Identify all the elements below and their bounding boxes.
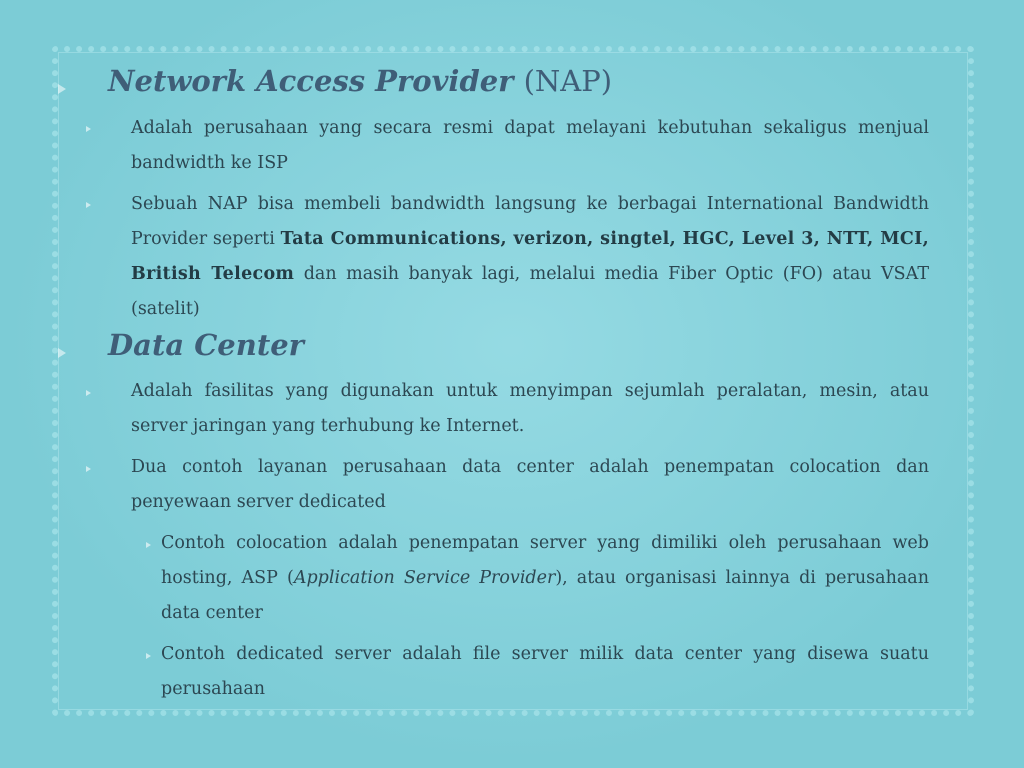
asp-expansion-italic: Application Service Provider (293, 568, 556, 588)
nap-providers-part1: Sebuah NAP bisa membeli bandwidth langsung ke berbagai International Bandwidth Provider seperti (131, 194, 929, 249)
nap-providers-text (131, 187, 929, 327)
dedicated-server-example-text: Contoh dedicated server adalah file server milik data center yang disewa suatu perusahaan (161, 644, 929, 699)
item-bullet-icon (86, 202, 91, 208)
section-heading-nap (108, 64, 612, 98)
section-heading-data-center (108, 328, 304, 362)
colocation-part2: ), atau organisasi lainnya di perusahaan data center (161, 568, 929, 623)
section-bullet-icon (58, 84, 66, 94)
heading-main-text: Data Center (108, 328, 304, 362)
subitem-bullet-icon (146, 653, 151, 659)
colocation-example-text (161, 526, 929, 631)
data-center-definition-text: Adalah fasilitas yang digunakan untuk menyimpan sejumlah peralatan, mesin, atau server jaringan yang terhubung ke Internet. (131, 381, 929, 436)
item-bullet-icon (86, 390, 91, 396)
item-bullet-icon (86, 466, 91, 472)
subitem-bullet-icon (146, 542, 151, 548)
data-center-services-text: Dua contoh layanan perusahaan data center adalah penempatan colocation dan penyewaan server dedicated (131, 457, 929, 512)
nap-definition-text: Adalah perusahaan yang secara resmi dapat melayani kebutuhan sekaligus menjual bandwidth ke ISP (131, 118, 929, 173)
heading-main-text: Network Access Provider (108, 64, 514, 98)
item-bullet-icon (86, 126, 91, 132)
heading-suffix-text: (NAP) (523, 64, 613, 98)
section-bullet-icon (58, 348, 66, 358)
provider-names-highlight: Tata Communications, verizon, singtel, HGC, Level 3, NTT, MCI, British Telecom (131, 229, 929, 284)
colocation-part1: Contoh colocation adalah penempatan server yang dimiliki oleh perusahaan web hosting, ASP ( (161, 533, 929, 588)
nap-providers-part2: dan masih banyak lagi, melalui media Fiber Optic (FO) atau VSAT (satelit) (131, 264, 929, 319)
